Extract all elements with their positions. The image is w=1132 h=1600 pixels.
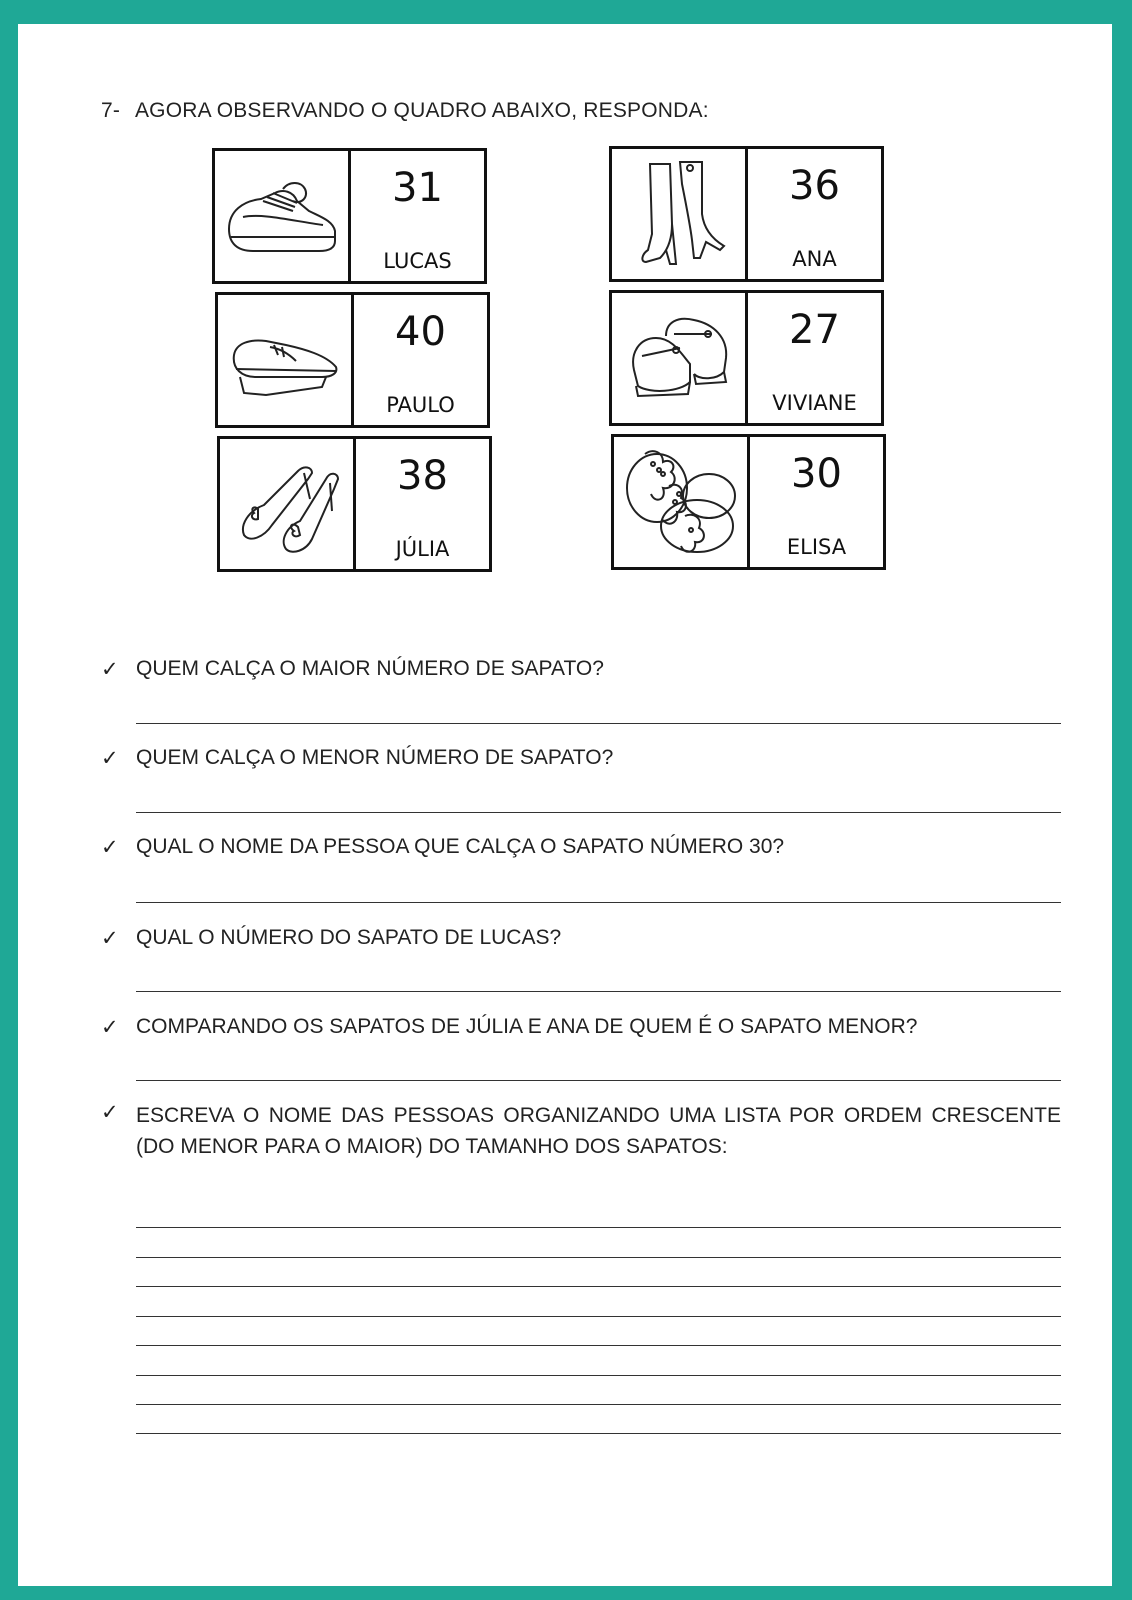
check-icon: ✓ (101, 927, 119, 950)
owner-name: ANA (792, 247, 837, 271)
answer-line[interactable] (136, 1404, 1061, 1405)
shoe-size: 38 (397, 453, 448, 499)
sneaker-icon (215, 151, 351, 281)
question-1 (101, 657, 1081, 681)
shoe-card-julia (217, 436, 492, 572)
owner-name: JÚLIA (395, 537, 450, 561)
dress-shoe-icon (218, 295, 354, 425)
clogs-icon (614, 437, 750, 567)
answer-line[interactable] (136, 902, 1061, 903)
owner-name: ELISA (786, 535, 847, 559)
exercise-instruction: AGORA OBSERVANDO O QUADRO ABAIXO, RESPONDA: (134, 99, 709, 122)
question-text: ESCREVA O NOME DAS PESSOAS ORGANIZANDO UMA LISTA POR ORDEM CRESCENTE (DO MENOR PARA O MAIOR) DO TAMANHO DOS SAPATOS: (136, 1104, 1061, 1158)
shoe-card-elisa (611, 434, 886, 570)
answer-line[interactable] (136, 1227, 1061, 1228)
check-icon: ✓ (101, 1101, 119, 1124)
shoe-size: 31 (392, 165, 443, 211)
check-icon: ✓ (101, 747, 119, 770)
mary-jane-icon (612, 293, 748, 423)
shoe-size: 40 (395, 309, 446, 355)
answer-line[interactable] (136, 1345, 1061, 1346)
owner-name: PAULO (386, 393, 455, 417)
answer-line[interactable] (136, 1375, 1061, 1376)
question-5 (101, 1015, 1081, 1039)
answer-line[interactable] (136, 1433, 1061, 1434)
question-4 (101, 926, 1081, 950)
question-2 (101, 746, 1081, 770)
answer-line[interactable] (136, 1316, 1061, 1317)
answer-line[interactable] (136, 1286, 1061, 1287)
question-6 (101, 1100, 1081, 1162)
shoe-card-lucas (212, 148, 487, 284)
question-text: QUEM CALÇA O MENOR NÚMERO DE SAPATO? (136, 746, 614, 769)
answer-line[interactable] (136, 812, 1061, 813)
answer-line[interactable] (136, 991, 1061, 992)
answer-line[interactable] (136, 1080, 1061, 1081)
check-icon: ✓ (101, 658, 119, 681)
shoe-size: 36 (789, 163, 840, 209)
shoe-size: 27 (789, 307, 840, 353)
answer-line[interactable] (136, 723, 1061, 724)
boots-icon (612, 149, 748, 279)
shoe-card-paulo (215, 292, 490, 428)
worksheet-page (18, 24, 1112, 1586)
shoe-size: 30 (791, 451, 842, 497)
owner-name: VIVIANE (772, 391, 857, 415)
check-icon: ✓ (101, 1016, 119, 1039)
shoe-card-viviane (609, 290, 884, 426)
question-text: QUAL O NÚMERO DO SAPATO DE LUCAS? (136, 926, 562, 949)
exercise-number: 7- (101, 99, 121, 122)
owner-name: LUCAS (383, 249, 452, 273)
exercise-heading (101, 99, 709, 123)
check-icon: ✓ (101, 836, 119, 859)
question-text: QUEM CALÇA O MAIOR NÚMERO DE SAPATO? (136, 657, 604, 680)
shoe-card-ana (609, 146, 884, 282)
heels-icon (220, 439, 356, 569)
question-3 (101, 835, 1081, 859)
question-text: COMPARANDO OS SAPATOS DE JÚLIA E ANA DE QUEM É O SAPATO MENOR? (136, 1015, 918, 1038)
answer-line[interactable] (136, 1257, 1061, 1258)
question-text: QUAL O NOME DA PESSOA QUE CALÇA O SAPATO NÚMERO 30? (136, 835, 785, 858)
